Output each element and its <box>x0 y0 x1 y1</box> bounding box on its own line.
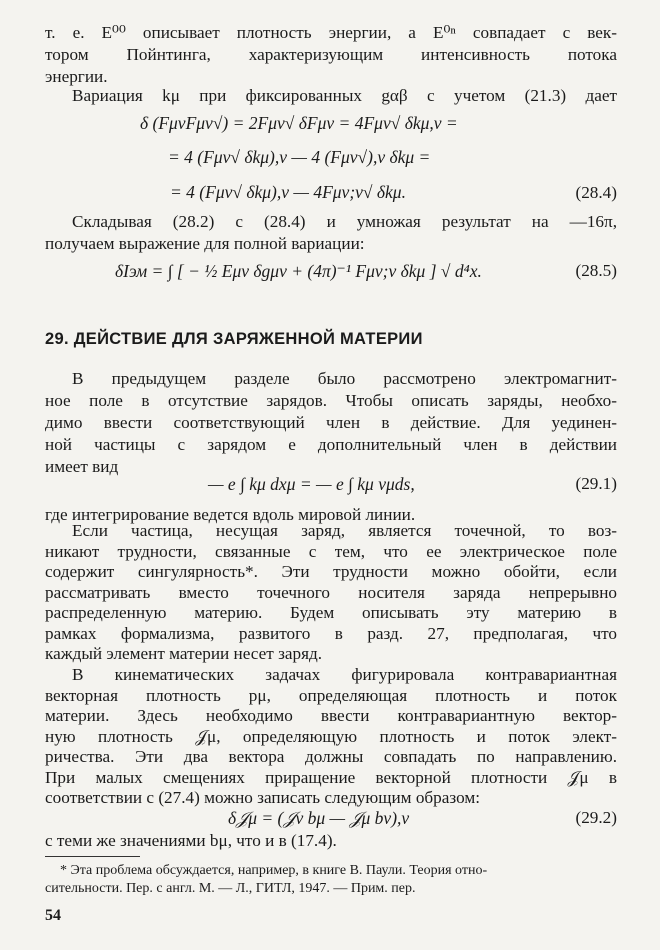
footnote-line: * Эта проблема обсуждается, например, в книге В. Паули. Теория отно- <box>60 863 488 878</box>
text-line: получаем выражение для полной вариации: <box>45 234 365 253</box>
text-line: где интегрирование ведется вдоль мировой линии. <box>45 505 416 524</box>
text-line: материи. Здесь необходимо ввести контравариантную вектор- <box>45 706 617 725</box>
page-number: 54 <box>45 907 61 924</box>
text-line: димо ввести соответствующий член в действие. Для уединен- <box>45 413 617 432</box>
text-line: соответствии с (27.4) можно записать следующим образом: <box>45 788 480 807</box>
text-line: ную плотность 𝒥μ, определяющую плотность и поток элект- <box>45 726 617 746</box>
equation-28-4-line-1: δ (FμνFμν√) = 2Fμν√ δFμν = 4Fμν√ δkμ,ν = <box>140 113 458 133</box>
equation-28-4-line-2: = 4 (Fμν√ δkμ),ν — 4 (Fμν√),ν δkμ = <box>168 147 431 167</box>
equation-28-5: δIэм = ∫ [ − ½ Eμν δgμν + (4π)⁻¹ Fμν;ν δkμ ] √ d⁴x. <box>115 261 482 281</box>
text-line: Вариация kμ при фиксированных gαβ с учетом (21.3) дает <box>72 86 617 105</box>
equation-28-4-line-3: = 4 (Fμν√ δkμ),ν — 4Fμν;ν√ δkμ. <box>170 182 406 202</box>
text-line: с теми же значениями bμ, что и в (17.4). <box>45 831 337 850</box>
text-line: рассматривать вместо точечного носителя заряда непрерывно <box>45 582 617 602</box>
equation-29-1: — e ∫ kμ dxμ = — e ∫ kμ vμds, <box>208 474 415 494</box>
equation-29-2: δ𝒥μ = (𝒥ν bμ — 𝒥μ bν),ν <box>228 808 410 828</box>
text-line: ричества. Эти два вектора должны совпадать по направлению. <box>45 747 617 766</box>
text-line: Если частица, несущая заряд, является точечной, то воз- <box>72 521 617 540</box>
text-line: распределенную материю. Будем описывать эту материю в <box>45 603 617 622</box>
text-line: ное поле в отсутствие зарядов. Чтобы описать заряды, необхо- <box>45 391 617 410</box>
text-line: имеет вид <box>45 457 119 476</box>
text-line: содержит сингулярность*. Эти трудности можно обойти, если <box>45 562 617 581</box>
text-line: энергии. <box>45 67 108 86</box>
text-line: При малых смещениях приращение векторной плотности 𝒥μ в <box>45 767 617 787</box>
section-title: 29. ДЕЙСТВИЕ ДЛЯ ЗАРЯЖЕННОЙ МАТЕРИИ <box>45 330 423 348</box>
text-line: векторная плотность pμ, определяющая плотность и поток <box>45 685 617 705</box>
equation-number: (28.4) <box>575 183 617 202</box>
text-line: каждый элемент материи несет заряд. <box>45 644 323 663</box>
text-line: никают трудности, связанные с тем, что ее электрическое поле <box>45 541 617 561</box>
equation-number: (29.2) <box>575 808 617 827</box>
footnote-line: сительности. Пер. с англ. М. — Л., ГИТЛ, 1947. — Прим. пер. <box>45 881 416 896</box>
text-line: тором Пойнтинга, характеризующим интенсивность потока <box>45 45 617 64</box>
equation-number: (28.5) <box>575 261 617 280</box>
text-line: рамках формализма, развитого в разд. 27, предполагая, что <box>45 623 617 643</box>
text-line: В кинематических задачах фигурировала контравариантная <box>72 665 617 684</box>
equation-number: (29.1) <box>575 474 617 493</box>
text-line: ной частицы с зарядом e дополнительный член в действии <box>45 435 617 454</box>
text-line: т. е. E⁰⁰ описывает плотность энергии, а E⁰ⁿ совпадает с век- <box>45 23 617 42</box>
text-line: Складывая (28.2) с (28.4) и умножая результат на —16π, <box>72 212 617 231</box>
footnote-divider <box>45 856 140 857</box>
text-line: В предыдущем разделе было рассмотрено электромагнит- <box>72 369 617 388</box>
